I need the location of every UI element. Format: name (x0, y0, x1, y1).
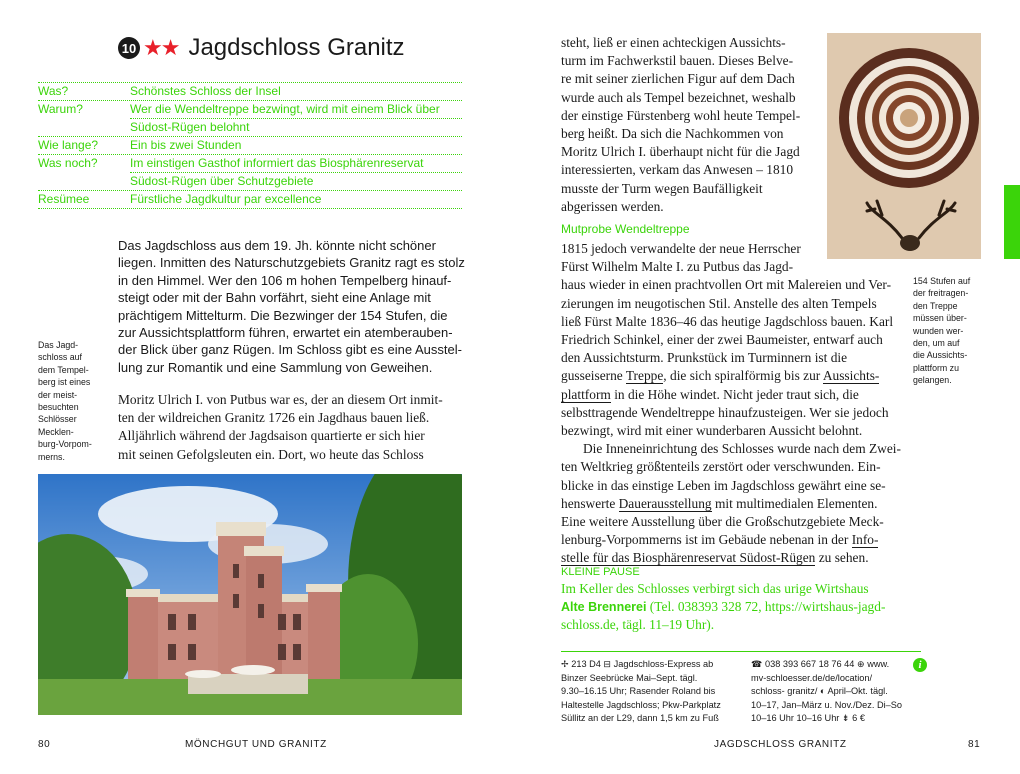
tip-line (561, 616, 911, 634)
tip-text (561, 580, 911, 635)
caption-line: schloss auf (38, 352, 83, 363)
caption-staircase-photo (913, 275, 989, 387)
page-number-left: 80 (38, 739, 51, 750)
body-line: abgerissen werden. (561, 198, 664, 214)
body-line: steht, ließ er einen achteckigen Aussichts- (561, 35, 786, 50)
body-line: Moritz Ulrich I. von Putbus war es, der an diesem Ort inmit- (118, 392, 443, 407)
body-line: interessierten, verkam das Anwesen – 1810 (561, 162, 794, 178)
practical-info-line: Binzer Seebrücke Mai–Sept. tägl. (561, 672, 698, 683)
info-row (38, 190, 462, 209)
caption-line: den Treppe (913, 300, 958, 311)
intro-line: der Blick über ganz Rügen. Im Schloss gibt es eine Ausstel- (118, 342, 462, 358)
practical-info-line: 10–17, Jan–März u. Nov./Dez. Di–So (751, 699, 902, 710)
text-run: Die Inneneinrichtung des Schlosses wurde nach dem Zwei- (583, 441, 901, 457)
caption-line: 154 Stufen auf (913, 276, 971, 286)
castle-illustration (38, 474, 462, 715)
staircase-photo (827, 33, 981, 259)
castle-photo (38, 474, 462, 715)
practical-info-line: schloss- granitz/ ◐ April–Okt. tägl. (751, 686, 888, 697)
tip-heading: KLEINE PAUSE (561, 566, 640, 578)
intro-line: steigt oder mit der Bahn vorfährt, sieht eine Anlage mit (118, 290, 431, 306)
caption-line: besuchten (38, 402, 79, 413)
cross-reference-link[interactable]: Dauerausstellung (618, 495, 712, 511)
body-line (561, 495, 911, 513)
body-line: musste der Turm wegen Baufälligkeit (561, 180, 763, 196)
text-run: Fürst Wilhelm Malte I. zu Putbus das Jagd- (561, 259, 794, 275)
cross-reference-link[interactable]: plattform (561, 386, 611, 402)
intro-line: in den Himmel. Wer den 106 m hohen Tempelberg hinauf- (118, 272, 452, 288)
info-icon: i (913, 658, 927, 672)
text-run: ließ Fürst Malte 1836–46 das heutige Jagdschloss bauen. Karl (561, 313, 894, 329)
body-line: berg heißt. Da sich die Nachkommen von (561, 126, 784, 142)
text-run: schloss.de, tägl. 11–19 Uhr). (561, 617, 715, 633)
practical-info-line: mv-schloesser.de/de/location/ (751, 672, 873, 683)
cross-reference-link[interactable]: stelle für das Biosphärenreservat Südost-Rügen (561, 550, 816, 566)
caption-line: wunden wer- (913, 325, 964, 336)
intro-line: prächtigem Mittelturm. Die Bezwinger der 154 Stufen, die (118, 307, 448, 323)
caption-line: berg ist eines (38, 377, 91, 388)
intro-line: liegen. Inmitten des Naturschutzgebiets Granitz ragt es stolz (118, 255, 465, 271)
text-run: (Tel. 038393 328 72, https://wirtshaus-jagd- (646, 599, 886, 615)
body-paragraph-history (118, 391, 462, 464)
page-title (118, 30, 405, 66)
running-head-right: JAGDSCHLOSS GRANITZ (714, 739, 847, 750)
text-run: Im Keller des Schlosses verbirgt sich das urige Wirtshaus (561, 581, 869, 596)
body-line: turm im Fachwerkstil bauen. Dieses Belve- (561, 53, 794, 69)
tip-line (561, 580, 911, 598)
body-line: der einstige Fürstenberg wohl heute Tempel- (561, 107, 801, 123)
info-value: Südost-Rügen belohnt (130, 118, 462, 136)
info-row (38, 154, 462, 190)
body-line (561, 331, 911, 349)
text-run: haus wieder in einen prachtvollen Ort mit Malereien und Ver- (561, 277, 892, 293)
body-line (561, 458, 911, 476)
practical-info-line: Süllitz an der L29, dann 1,5 km zu Fuß (561, 713, 719, 724)
text-run: bezwingt, wird mit einer wunderbaren Aussicht belohnt. (561, 423, 863, 439)
body-line (561, 531, 911, 549)
body-line (561, 422, 911, 440)
sight-number-badge: 10 (118, 37, 140, 59)
body-line (561, 513, 911, 531)
practical-info-contact (751, 658, 921, 726)
info-value: Fürstliche Jagdkultur par excellence (130, 192, 322, 206)
text-run: in die Höhe windet. Nicht jeder traut sich, die (610, 386, 859, 402)
body-line (561, 404, 911, 422)
text-run: selbsttragende Wendeltreppe hinaufzusteigen. Wer sie jedoch (561, 404, 889, 420)
caption-line: merns. (38, 451, 65, 462)
body-line: re mit seiner zierlichen Figur auf dem Dach (561, 71, 795, 87)
info-key: Was noch? (38, 156, 98, 170)
text-run: blicke in das einstige Leben im Jagdschloss gewährt eine se- (561, 477, 886, 493)
body-line: mit seinen Gefolgsleuten ein. Dort, wo heute das Schloss (118, 446, 424, 462)
body-line: Moritz Ulrich I. überhaupt nicht für die Jagd (561, 144, 800, 160)
practical-info-line: 9.30–16.15 Uhr; Rasender Roland bis (561, 686, 716, 697)
body-line (561, 240, 911, 258)
body-paragraph-staircase (561, 240, 911, 568)
info-key: Resümee (38, 192, 90, 206)
caption-line: burg-Vorpom- (38, 439, 92, 450)
staircase-illustration (827, 33, 981, 259)
page-number-right: 81 (968, 739, 981, 750)
info-row (38, 100, 462, 136)
cross-reference-link[interactable]: Aussichts- (822, 368, 880, 384)
body-paragraph-belvedere (561, 34, 821, 216)
title-text: Jagdschloss Granitz (188, 34, 405, 61)
info-value: Südost-Rügen über Schutzgebiete (130, 172, 462, 190)
info-row (38, 136, 462, 154)
intro-line: zur Aussichtsplattform führen, erwartet ein atemberauben- (118, 325, 453, 341)
caption-line: dem Tempel- (38, 364, 89, 375)
chapter-tab-marker (1004, 185, 1020, 259)
body-line (561, 440, 911, 458)
caption-line: Mecklen- (38, 426, 74, 437)
body-line (561, 295, 911, 313)
body-line: wurde auch als Tempel bezeichnet, weshalb (561, 89, 796, 105)
restaurant-name: Alte Brennerei (561, 600, 647, 615)
text-run: Friedrich Schinkel, einer der zwei Baumeister, entwarf auch (561, 332, 883, 348)
info-value: Ein bis zwei Stunden (130, 138, 242, 152)
text-run: zierungen im neugotischen Stil. Anstelle des alten Tempels (561, 295, 877, 311)
body-line (561, 477, 911, 495)
info-value: Im einstigen Gasthof informiert das Biosphärenreservat (130, 156, 424, 170)
tip-line (561, 598, 911, 616)
body-line (561, 313, 911, 331)
caption-castle-photo (38, 339, 108, 463)
text-run: gusseiserne (561, 368, 626, 384)
practical-info-line: ☎ 038 393 667 18 76 44 ⊕ www. (751, 659, 890, 669)
info-value: Schönstes Schloss der Insel (130, 84, 281, 98)
caption-line: plattform zu (913, 362, 959, 373)
practical-info-line: ✢ 213 D4 ⊟ Jagdschloss-Express ab (561, 659, 714, 669)
intro-paragraph (118, 237, 465, 376)
text-run: henswerte (561, 495, 619, 511)
cross-reference-link[interactable]: Info- (851, 532, 879, 548)
intro-line: Das Jagdschloss aus dem 19. Jh. könnte nicht schöner (118, 238, 436, 253)
body-line: ten der wildreichen Granitz 1726 ein Jagdhaus bauen ließ. (118, 410, 430, 426)
caption-line: den, um auf (913, 338, 960, 349)
caption-line: Das Jagd- (38, 340, 79, 350)
text-run: mit multimedialen Elementen. (711, 495, 878, 511)
caption-line: Schlösser (38, 414, 77, 425)
text-run: den Aussichtsturm. Prunkstück im Turminnern ist die (561, 350, 848, 366)
text-run: , die sich spiralförmig bis zur (663, 368, 823, 384)
intro-line: lung zur Romantik und eine Sammlung von Geweihen. (118, 359, 433, 375)
body-line (561, 367, 911, 385)
caption-line: der meist- (38, 389, 78, 400)
rating-stars: ★★ (143, 35, 179, 60)
info-key: Warum? (38, 102, 83, 116)
caption-line: gelangen. (913, 375, 952, 386)
info-value: Wer die Wendeltreppe bezwingt, wird mit einem Blick über (130, 102, 440, 116)
body-line (561, 258, 911, 276)
tip-box (561, 565, 911, 635)
running-head-left: MÖNCHGUT UND GRANITZ (185, 739, 327, 750)
info-row (38, 82, 462, 100)
practical-info (561, 651, 921, 726)
body-line: Alljährlich während der Jagdsaison quartierte er sich hier (118, 428, 425, 444)
body-line (561, 349, 911, 367)
info-key: Wie lange? (38, 138, 99, 152)
text-run: zu sehen. (815, 550, 869, 566)
info-key: Was? (38, 84, 69, 98)
text-run: 1815 jedoch verwandelte der neue Herrscher (561, 241, 801, 256)
text-run: lenburg-Vorpommerns ist im Gebäude nebenan in der (561, 532, 852, 548)
text-run: ten Weltkrieg größtenteils zerstört oder verschwunden. Ein- (561, 459, 881, 475)
practical-info-line: 10–16 Uhr 10–16 Uhr ⇟ 6 € (751, 713, 865, 724)
caption-line: die Aussichts- (913, 350, 968, 361)
caption-line: müssen über- (913, 313, 967, 324)
practical-info-line: Haltestelle Jagdschloss; Pkw-Parkplatz (561, 699, 721, 710)
body-line (561, 386, 911, 404)
practical-info-transport (561, 658, 731, 726)
subheading: Mutprobe Wendeltreppe (561, 222, 690, 236)
info-table (38, 82, 462, 209)
cross-reference-link[interactable]: Treppe (625, 368, 664, 384)
text-run: Eine weitere Ausstellung über die Großschutzgebiete Meck- (561, 514, 884, 530)
caption-line: der freitragen- (913, 288, 969, 299)
body-line (561, 276, 911, 294)
